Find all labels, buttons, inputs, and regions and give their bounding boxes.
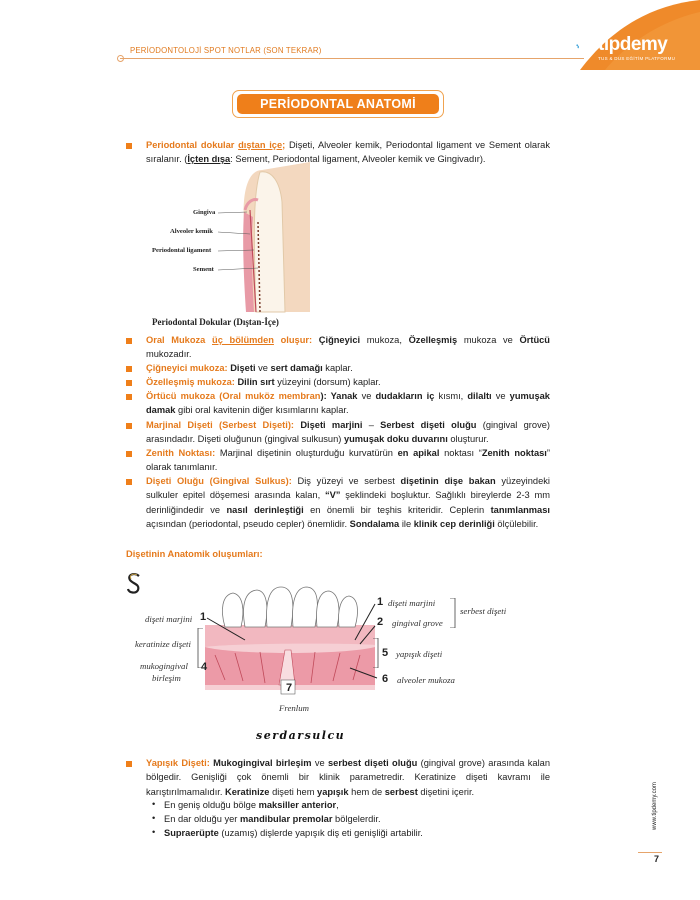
page-number: 7	[654, 854, 660, 864]
label-number-7: 7	[286, 682, 293, 694]
intro-paragraph: Periodontal dokular dıştan içe; Dişeti, Alveoler kemik, Periodontal ligament ve Sement olarak sıralanır. (İçten dışa: Sement, Periodontal ligament, Alveoler kemik ve Gingivadır).	[146, 140, 550, 165]
zenith-point-paragraph: Zenith Noktası: Marjinal dişetinin oluşturduğu kurvatürün en apikal noktası “Zenith noktası” olarak tanımlanır.	[146, 448, 550, 473]
figure1-label-periodontal-ligament: Periodontal ligament	[152, 247, 212, 254]
label-frenulum: Frenlum	[279, 703, 309, 713]
bullet-marker	[126, 380, 132, 386]
footer-url: www.tipdemy.com	[652, 782, 658, 830]
label-mucogingival: mukogingival	[140, 661, 188, 671]
label-attached-gingiva: yapışık dişeti	[396, 649, 443, 659]
label-number-2: 2	[377, 616, 384, 628]
watermark-s-icon	[124, 572, 144, 596]
header-title: PERİODONTOLOJİ SPOT NOTLAR (SON TEKRAR)	[130, 46, 322, 55]
sub-bullet-marker: •	[152, 827, 156, 837]
bullet-marker	[126, 451, 132, 457]
bullet-marker	[126, 394, 132, 400]
label-number-6: 6	[382, 673, 389, 685]
label-gingival-margin-right: dişeti marjini	[388, 598, 436, 608]
author-signature: serdarsulcu	[256, 729, 346, 742]
page-title-box	[232, 90, 444, 118]
logo-tagline: TUS & DUS EĞİTİM PLATFORMU	[598, 56, 676, 61]
sub-bullet-supraerupted: Supraerüpte (uzamış) dişlerde yapışık diş eti genişliği artabilir.	[164, 828, 423, 838]
header-divider	[120, 58, 584, 59]
bullet-marker	[126, 338, 132, 344]
sub-bullet-marker: •	[152, 813, 156, 823]
sub-bullet-marker: •	[152, 799, 156, 809]
label-junction: birleşim	[152, 673, 181, 683]
bullet-marker	[126, 479, 132, 485]
label-keratinized-gingiva: keratinize dişeti	[135, 639, 191, 649]
leader-lines	[205, 596, 385, 686]
label-alveolar-mucosa: alveoler mukoza	[397, 675, 455, 685]
page-title: PERİODONTAL ANATOMİ	[237, 94, 439, 114]
label-free-gingiva: serbest dişeti	[460, 606, 507, 616]
left-bracket	[196, 628, 204, 668]
figure1-label-alveolar-bone: Alveoler kemik	[170, 228, 213, 235]
bullet-marker	[126, 761, 132, 767]
masticatory-mucosa-paragraph: Çiğneyici mukoza: Dişeti ve sert damağı kaplar.	[146, 363, 353, 373]
logo-icon	[576, 36, 598, 58]
bullet-marker	[126, 423, 132, 429]
gingival-sulcus-paragraph: Dişeti Oluğu (Gingival Sulkus): Diş yüzeyi ve serbest dişetinin dişe bakan yüzeyindeki sulkuler epitel döşemesi arasında kalan, “V” şeklindeki boşluktur. Sağlıklı bireylerde 2-3 mm derinliğindedir ve nasıl derinleştiği en önemli bir teşhis kriteridir. Ceplerin tanımlanması açısından (periodontal, pseudo cepler) önemlidir. Sondalama ile klinik cep derinliği ölçülebilir.	[146, 476, 550, 529]
logo-text: tıpdemy	[598, 34, 668, 55]
bullet-marker	[126, 366, 132, 372]
sub-bullet-narrowest: En dar olduğu yer mandibular premolar bölgelerdir.	[164, 814, 381, 824]
specialized-mucosa-paragraph: Özelleşmiş mukoza: Dilin sırt yüzeyini (dorsum) kaplar.	[146, 377, 381, 387]
figure1-caption: Periodontal Dokular (Dıştan-İçe)	[152, 317, 279, 327]
attached-bracket	[372, 638, 380, 668]
section-heading: Dişetinin Anatomik oluşumları:	[126, 549, 263, 559]
figure1-label-gingiva: Gingiva	[193, 209, 216, 216]
marginal-gingiva-paragraph: Marjinal Dişeti (Serbest Dişeti): Dişeti marjini – Serbest dişeti oluğu (gingival grove) arasındadır. Dişeti oluğunun (gingival sulkusun) yumuşak doku duvarını oluşturur.	[146, 420, 550, 445]
label-number-4-left: 4	[201, 661, 208, 673]
periodontal-tissues-illustration	[150, 162, 310, 322]
page-number-divider	[638, 852, 662, 853]
attached-gingiva-paragraph: Yapışık Dişeti: Mukogingival birleşim ve serbest dişeti oluğu (gingival grove) arasında kalan bölgedir. Genişliği çok önemli bir klinik parametredir. Keratinize dişeti kavramı ile karıştırılmamalıdır. Keratinize dişeti hem yapışık hem de serbest dişetini içerir.	[146, 758, 551, 797]
label-gingival-margin-left: dişeti marjini	[145, 614, 193, 624]
label-number-1-right: 1	[377, 596, 384, 608]
figure1-label-cementum: Sement	[193, 266, 214, 273]
bullet-marker	[126, 143, 132, 149]
right-bracket	[449, 598, 457, 628]
lining-mucosa-paragraph: Örtücü mukoza (Oral muköz membran): Yanak ve dudakların iç kısmı, dilaltı ve yumuşak damak gibi oral kavitenin diğer kısımlarını kaplar.	[146, 391, 550, 416]
label-number-1-left: 1	[200, 611, 207, 623]
sub-bullet-widest: En geniş olduğu bölge maksiller anterior,	[164, 800, 339, 810]
label-gingival-groove: gingival grove	[392, 618, 443, 628]
oral-mucosa-paragraph: Oral Mukoza üç bölümden oluşur: Çiğneyici mukoza, Özelleşmiş mukoza ve Örtücü mukozadır.	[146, 335, 550, 360]
label-number-5: 5	[382, 647, 389, 659]
